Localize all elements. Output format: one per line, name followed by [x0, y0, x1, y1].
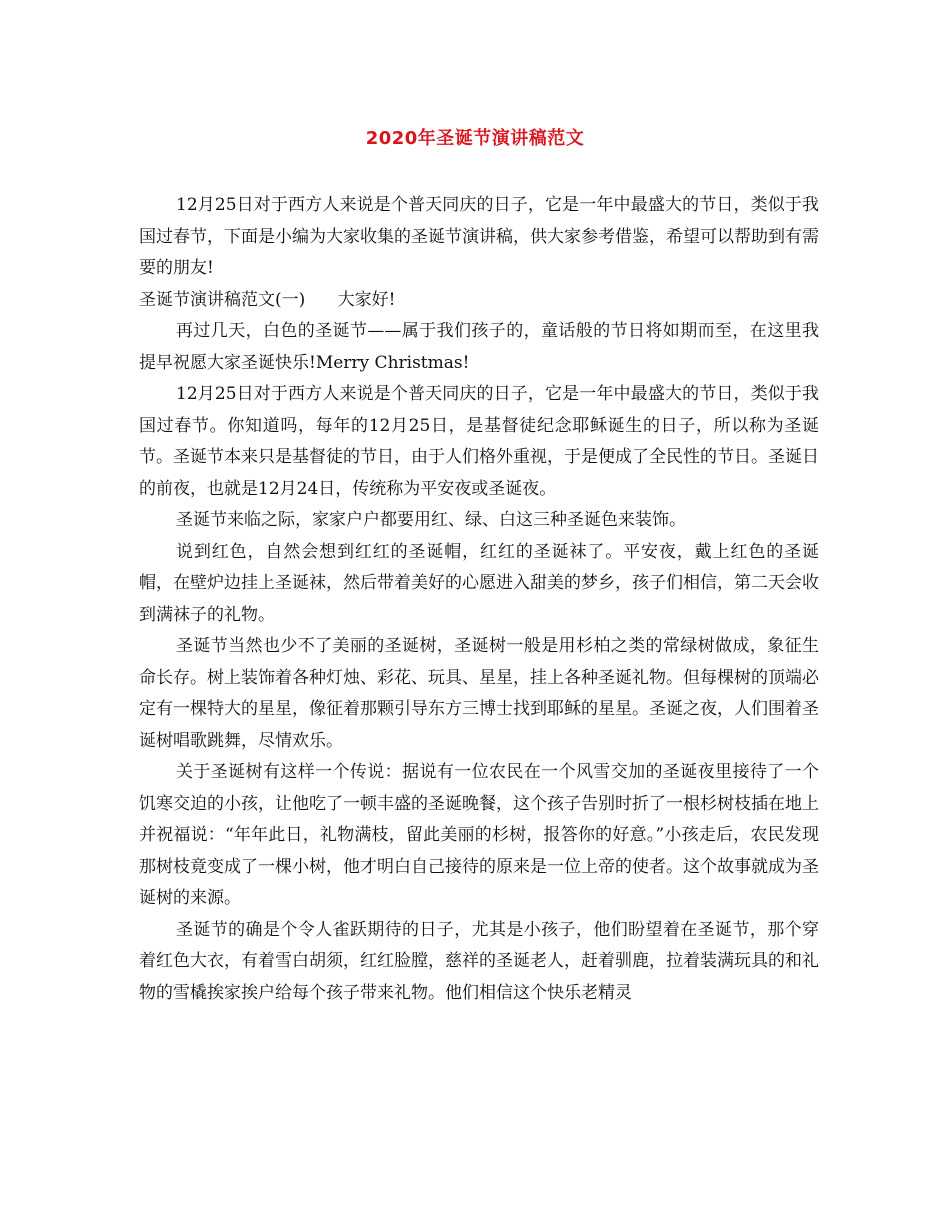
paragraph: 说到红色，自然会想到红红的圣诞帽，红红的圣诞袜了。平安夜，戴上红色的圣诞帽，在壁炉边挂上圣诞袜，然后带着美好的心愿进入甜美的梦乡，孩子们相信，第二天会收到满袜子的礼物。: [139, 541, 819, 625]
paragraph: 12月25日对于西方人来说是个普天同庆的日子，它是一年中最盛大的节日，类似于我国过春节。你知道吗，每年的12月25日，是基督徒纪念耶稣诞生的日子，所以称为圣诞节。圣诞节本来只是基督徒的节日，由于人们格外重视，于是便成了全民性的节日。圣诞日的前夜，也就是12月24日，传统称为平安夜或圣诞夜。: [139, 384, 819, 499]
paragraph: 圣诞节当然也少不了美丽的圣诞树，圣诞树一般是用杉柏之类的常绿树做成，象征生命长存。树上装饰着各种灯烛、彩花、玩具、星星，挂上各种圣诞礼物。但每棵树的顶端必定有一棵特大的星星，像征着那颗引导东方三博士找到耶稣的星星。圣诞之夜，人们围着圣诞树唱歌跳舞，尽情欢乐。: [139, 636, 819, 751]
document-title: 2020年圣诞节演讲稿范文: [365, 128, 585, 149]
paragraph: 关于圣诞树有这样一个传说：据说有一位农民在一个风雪交加的圣诞夜里接待了一个饥寒交迫的小孩，让他吃了一顿丰盛的圣诞晚餐，这个孩子告别时折了一根杉树枝插在地上并祝福说：“年年此日，礼物满枝，留此美丽的杉树，报答你的好意。”小孩走后，农民发现那树枝竟变成了一棵小树，他才明白自己接待的原来是一位上帝的使者。这个故事就成为圣诞树的来源。: [139, 762, 819, 908]
paragraph: 圣诞节来临之际，家家户户都要用红、绿、白这三种圣诞色来装饰。: [176, 510, 686, 530]
section-heading: 圣诞节演讲稿范文(一) 大家好!: [139, 289, 396, 310]
paragraph: 圣诞节的确是个令人雀跃期待的日子，尤其是小孩子，他们盼望着在圣诞节，那个穿着红色大衣，有着雪白胡须，红红脸膛，慈祥的圣诞老人，赶着驯鹿，拉着装满玩具的和礼物的雪橇挨家挨户给每个孩子带来礼物。他们相信这个快乐老精灵: [139, 919, 819, 1003]
paragraph-intro: 12月25日对于西方人来说是个普天同庆的日子，它是一年中最盛大的节日，类似于我国过春节，下面是小编为大家收集的圣诞节演讲稿，供大家参考借鉴，希望可以帮助到有需要的朋友!: [139, 195, 819, 278]
paragraph: 再过几天，白色的圣诞节——属于我们孩子的，童话般的节日将如期而至，在这里我提早祝愿大家圣诞快乐!Merry Christmas!: [139, 321, 819, 373]
document-body: [139, 190, 819, 1009]
